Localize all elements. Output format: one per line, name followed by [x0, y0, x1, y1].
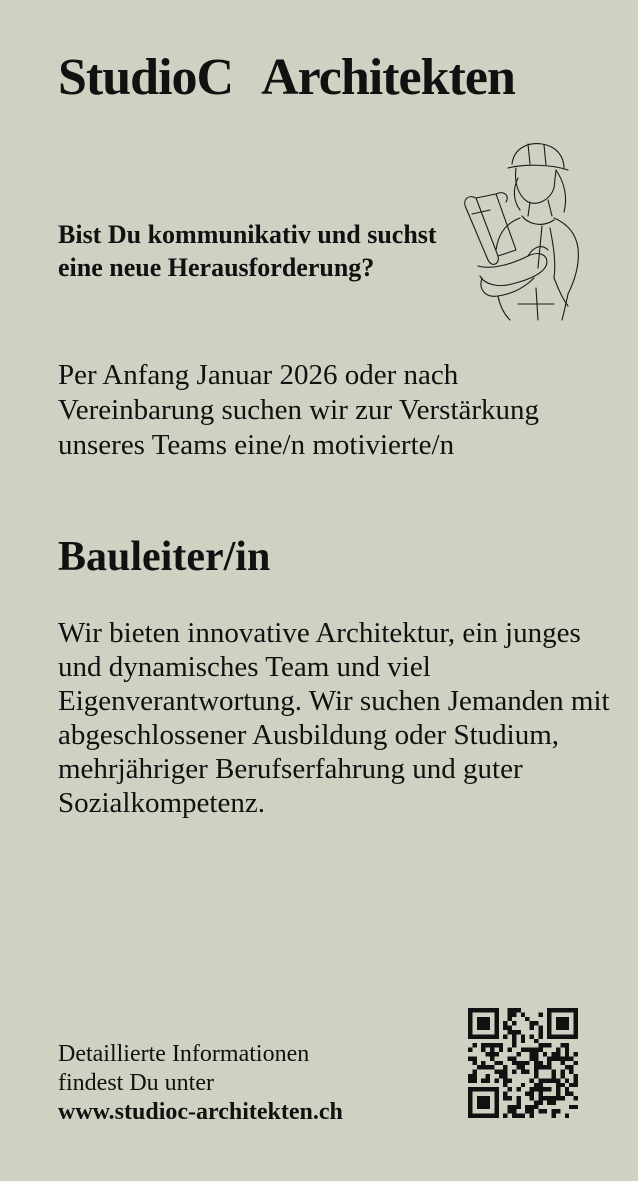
- construction-worker-illustration: [458, 138, 582, 322]
- footer-line-2: findest Du unter: [58, 1070, 214, 1096]
- qr-code-icon[interactable]: [468, 1008, 578, 1118]
- brand-name-studio: Studio: [58, 49, 197, 106]
- footer-line-1: Detaillierte Informationen: [58, 1041, 310, 1067]
- job-title: Bauleiter/in: [58, 534, 271, 580]
- brand-logo: [58, 49, 515, 106]
- footer-info: [58, 1040, 458, 1127]
- offer-paragraph: Wir bieten innovative Architektur, ein junges und dynamisches Team und viel Eigenverantwortung. Wir suchen Jemanden mit abgeschlossener Ausbildung oder Studium, mehrjähriger Berufserfahrung und guter Sozialkompetenz.: [58, 617, 610, 819]
- website-link[interactable]: www.studioc-architekten.ch: [58, 1099, 343, 1125]
- question-heading: Bist Du kommunikativ und suchst eine neue Herausforderung?: [58, 220, 437, 282]
- intro-paragraph: Per Anfang Januar 2026 oder nach Vereinbarung suchen wir zur Verstärkung unseres Teams eine/n motivierte/n: [58, 359, 540, 461]
- brand-name-c: C: [196, 49, 234, 106]
- brand-name-architekten: Architekten: [261, 49, 515, 106]
